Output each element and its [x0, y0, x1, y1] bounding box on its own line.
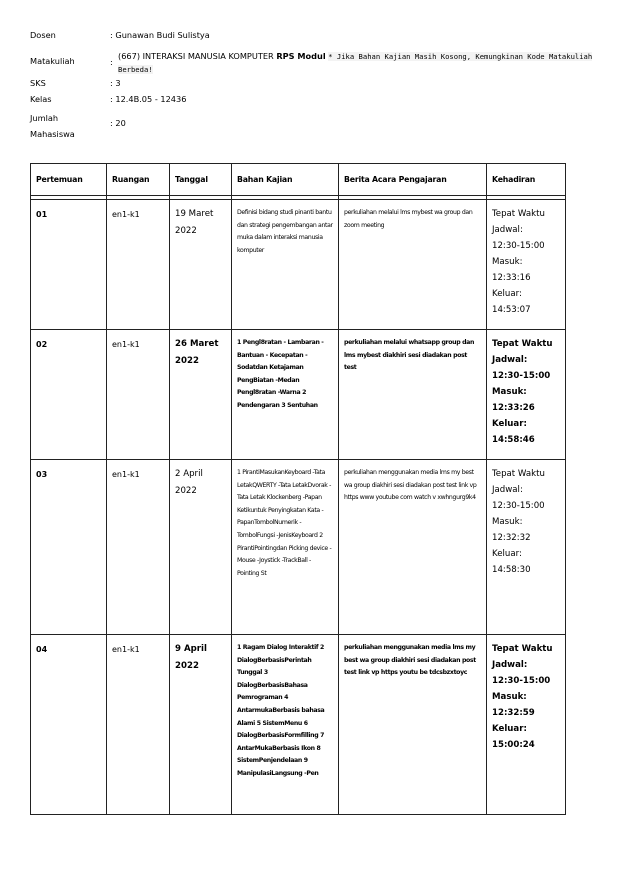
- header-berita-acara: Berita Acara Pengajaran: [339, 164, 487, 196]
- bahan-kajian-cell: 1 Pengl8ratan - Lambaran - Bantuan - Kecepatan - Sodatdan Ketajaman PengBiatan -Medan Pengl8ratan -Warna 2 Pendengaran 3 Sentuhan: [232, 330, 339, 460]
- header-ruangan: Ruangan: [107, 164, 170, 196]
- jadwal-label: Jadwal:: [492, 225, 523, 235]
- dosen-value: : Gunawan Budi Sulistya: [110, 30, 210, 40]
- tanggal-cell: 9 April 2022: [170, 635, 232, 815]
- course-info: [30, 30, 595, 142]
- info-row-sks: [30, 78, 595, 94]
- keluar-value: 14:58:46: [492, 435, 535, 445]
- info-row-kelas: [30, 94, 595, 110]
- jumlah-value: : 20: [110, 118, 126, 128]
- masuk-label: Masuk:: [492, 387, 527, 397]
- keluar-label: Keluar:: [492, 289, 522, 299]
- bahan-kajian-cell: 1 PirantiMasukanKeyboard -Tata LetakQWERTY -Tata LetakDvorak -Tata Letak Klockenberg -Papan Ketikuntuk Penyingkatan Kata -PapanTombolNumerik -TombolFungsi -JenisKeyboard 2 PirantiPointingdan Picking device -Mouse -Joystick -TrackBall -Pointing St: [232, 460, 339, 635]
- ruangan-cell: en1-k1: [107, 330, 170, 460]
- kehadiran-status: Tepat Waktu: [492, 209, 545, 219]
- header-kehadiran: Kehadiran: [487, 164, 566, 196]
- masuk-value: 12:33:26: [492, 403, 535, 413]
- jadwal-label: Jadwal:: [492, 660, 528, 670]
- kehadiran-cell: [487, 200, 566, 330]
- ruangan-cell: en1-k1: [107, 635, 170, 815]
- kehadiran-cell: [487, 635, 566, 815]
- table-row: [31, 330, 566, 460]
- masuk-value: 12:33:16: [492, 273, 531, 283]
- keluar-value: 15:00:24: [492, 740, 535, 750]
- jadwal-value: 12:30-15:00: [492, 676, 551, 686]
- matakuliah-colon: :: [110, 57, 113, 67]
- jadwal-label: Jadwal:: [492, 485, 523, 495]
- bahan-kajian-cell: Definisi bidang studi pinanti bantu dan strategi pengembangan antar muka dalam interaksi manusia komputer: [232, 200, 339, 330]
- pertemuan-cell: 01: [31, 200, 107, 330]
- table-row: [31, 200, 566, 330]
- kehadiran-status: Tepat Waktu: [492, 469, 545, 479]
- masuk-value: 12:32:32: [492, 533, 531, 543]
- jadwal-value: 12:30-15:00: [492, 241, 545, 251]
- jadwal-value: 12:30-15:00: [492, 371, 551, 381]
- jadwal-label: Jadwal:: [492, 355, 528, 365]
- keluar-label: Keluar:: [492, 724, 527, 734]
- kehadiran-cell: [487, 330, 566, 460]
- pertemuan-cell: 03: [31, 460, 107, 635]
- sks-value: : 3: [110, 78, 121, 88]
- attendance-table: [30, 163, 566, 815]
- info-row-matakuliah: [30, 50, 595, 80]
- berita-acara-cell: perkuliahan menggunakan media lms my best wa group diakhiri sesi diadakan post test link vp https www youtube com watch v xwhngurg9k4: [339, 460, 487, 635]
- sks-label: SKS: [30, 78, 46, 88]
- jumlah-label: Jumlah: [30, 113, 59, 123]
- berita-acara-cell: perkuliahan melalui lms mybest wa group dan zoom meeting: [339, 200, 487, 330]
- ruangan-cell: en1-k1: [107, 460, 170, 635]
- masuk-label: Masuk:: [492, 517, 523, 527]
- header-tanggal: Tanggal: [170, 164, 232, 196]
- berita-acara-cell: perkuliahan melalui whatsapp group dan lms mybest diakhiri sesi diadakan post test: [339, 330, 487, 460]
- tanggal-cell: 2 April 2022: [170, 460, 232, 635]
- kelas-label: Kelas: [30, 94, 52, 104]
- header-pertemuan: Pertemuan: [31, 164, 107, 196]
- ruangan-cell: en1-k1: [107, 200, 170, 330]
- keluar-label: Keluar:: [492, 549, 522, 559]
- bahan-kajian-cell: 1 Ragam Dialog Interaktif 2 DialogBerbasisPerintah Tunggal 3 DialogBerbasisBahasa Pemrograman 4 AntarmukaBerbasis bahasa Alami 5 SistemMenu 6 DialogBerbasisFormfilling 7 AntarMukaBerbasis Ikon 8 SistemPenjendelaan 9 ManipulasiLangsung -Pen: [232, 635, 339, 815]
- masuk-label: Masuk:: [492, 257, 523, 267]
- matakuliah-label: Matakuliah: [30, 56, 75, 66]
- matakuliah-value: (667) INTERAKSI MANUSIA KOMPUTER: [118, 51, 274, 61]
- masuk-value: 12:32:59: [492, 708, 535, 718]
- kehadiran-cell: [487, 460, 566, 635]
- keluar-value: 14:53:07: [492, 305, 531, 315]
- mahasiswa-label: Mahasiswa: [30, 129, 75, 139]
- pertemuan-cell: 02: [31, 330, 107, 460]
- tanggal-cell: 26 Maret 2022: [170, 330, 232, 460]
- masuk-label: Masuk:: [492, 692, 527, 702]
- table-row: [31, 635, 566, 815]
- table-header-row: [31, 164, 566, 196]
- dosen-label: Dosen: [30, 30, 56, 40]
- keluar-value: 14:58:30: [492, 565, 531, 575]
- pertemuan-cell: 04: [31, 635, 107, 815]
- tanggal-cell: 19 Maret 2022: [170, 200, 232, 330]
- info-row-jumlah: [30, 110, 595, 142]
- header-bahan-kajian: Bahan Kajian: [232, 164, 339, 196]
- kehadiran-status: Tepat Waktu: [492, 644, 553, 654]
- kelas-value: : 12.4B.05 - 12436: [110, 94, 187, 104]
- berita-acara-cell: perkuliahan menggunakan media lms my best wa group diakhiri sesi diadakan post test link vp https youtu be tdcsbzxtoyc: [339, 635, 487, 815]
- table-row: [31, 460, 566, 635]
- kehadiran-status: Tepat Waktu: [492, 339, 553, 349]
- keluar-label: Keluar:: [492, 419, 527, 429]
- info-row-dosen: [30, 30, 595, 50]
- matakuliah-note: * Jika Bahan Kajian Masih Kosong, Kemungkinan Kode Matakuliah Berbeda!: [118, 52, 593, 74]
- jadwal-value: 12:30-15:00: [492, 501, 545, 511]
- rps-modul-link[interactable]: RPS Modul: [276, 51, 326, 61]
